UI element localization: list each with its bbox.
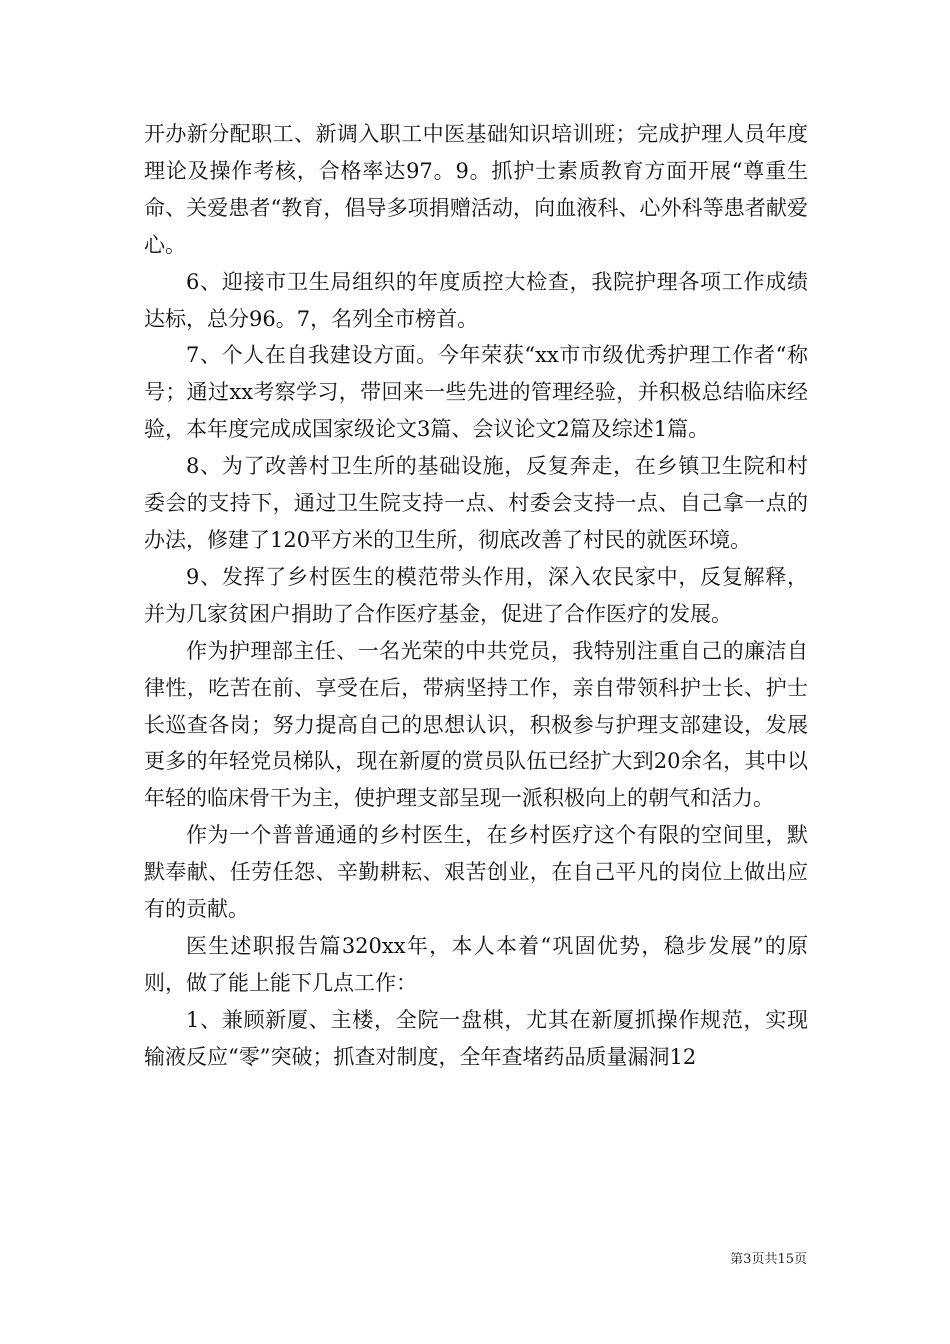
- paragraph-village-doctor: 作为一个普普通通的乡村医生，在乡村医疗这个有限的空间里，默默奉献、任劳任怨、辛勤耕耘、艰苦创业，在自己平凡的岗位上做出应有的贡献。: [144, 823, 808, 922]
- paragraph-report-3-intro: 医生述职报告篇320xx年，本人本着“巩固优势，稳步发展”的原则，做了能上能下几点工作：: [144, 933, 808, 995]
- paragraph-continuation: 开办新分配职工、新调入职工中医基础知识培训班；完成护理人员年度理论及操作考核，合格率达97。9。抓护士素质教育方面开展“尊重生命、关爱患者“教育，倡导多项捐赠活动，向血液科、心外科等患者献爱心。: [144, 122, 808, 257]
- body-text: [144, 116, 808, 1076]
- paragraph-nursing-director: 作为护理部主任、一名光荣的中共党员，我特别注重自己的廉洁自律性，吃苦在前、享受在后，带病坚持工作，亲自带领科护士长、护士长巡查各岗；努力提高自己的思想认识，积极参与护理支部建设，发展更多的年轻党员梯队，现在新厦的赏员队伍已经扩大到20余名，其中以年轻的临床骨干为主，使护理支部呈现一派积极向上的朝气和活力。: [144, 638, 808, 811]
- page-number: 第3页共15页: [730, 1252, 807, 1267]
- paragraph-item-9: 9、发挥了乡村医生的模范带头作用，深入农民家中，反复解释，并为几家贫困户捐助了合作医疗基金，促进了合作医疗的发展。: [144, 564, 808, 626]
- paragraph-item-8: 8、为了改善村卫生所的基础设施，反复奔走，在乡镇卫生院和村委会的支持下，通过卫生院支持一点、村委会支持一点、自己拿一点的办法，修建了120平方米的卫生所，彻底改善了村民的就医环境。: [144, 454, 808, 552]
- paragraph-item-6: 6、迎接市卫生局组织的年度质控大检查，我院护理各项工作成绩达标，总分96。7，名列全市榜首。: [144, 269, 808, 331]
- paragraph-item-1: 1、兼顾新厦、主楼，全院一盘棋，尤其在新厦抓操作规范，实现输液反应“零”突破；抓查对制度，全年查堵药品质量漏洞12: [144, 1007, 808, 1069]
- paragraph-item-7: 7、个人在自我建设方面。今年荣获“xx市市级优秀护理工作者“称号；通过xx考察学习，带回来一些先进的管理经验，并积极总结临床经验，本年度完成成国家级论文3篇、会议论文2篇及综述1篇。: [144, 343, 808, 442]
